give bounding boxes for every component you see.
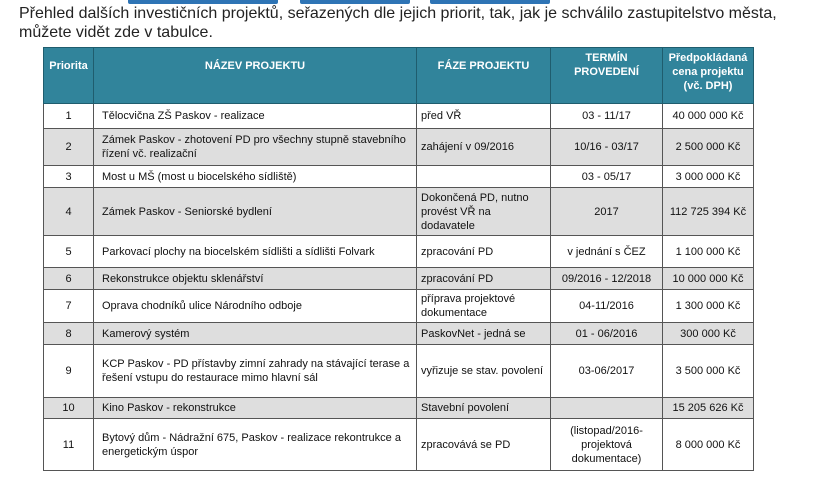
cell-phase: PaskovNet - jedná se xyxy=(417,323,551,345)
cell-phase: Stavební povolení xyxy=(417,398,551,419)
cell-phase: Dokončená PD, nutno provést VŘ na dodavatele xyxy=(417,188,551,236)
cell-priority: 6 xyxy=(44,268,94,290)
intro-paragraph: Přehled dalších investičních projektů, seřazených dle jejich priorit, tak, jak je schválilo zastupitelstvo města, můžete vidět zde v tabulce. xyxy=(19,5,777,41)
table-row xyxy=(44,419,754,471)
cell-term: 03 - 11/17 xyxy=(551,104,663,129)
cell-term: 09/2016 - 12/2018 xyxy=(551,268,663,290)
cell-priority: 9 xyxy=(44,345,94,398)
table-row xyxy=(44,166,754,188)
cell-phase: příprava projektové dokumentace xyxy=(417,290,551,323)
cell-priority: 8 xyxy=(44,323,94,345)
cell-term xyxy=(551,398,663,419)
cell-term: 04-11/2016 xyxy=(551,290,663,323)
cell-phase: před VŘ xyxy=(417,104,551,129)
cell-cost: 1 100 000 Kč xyxy=(663,236,754,268)
cell-term: 2017 xyxy=(551,188,663,236)
cell-name: Zámek Paskov - Seniorské bydlení xyxy=(94,188,417,236)
cell-name: KCP Paskov - PD přístavby zimní zahrady na stávající terase a řešení vstupu do restaurace mimo hlavní sál xyxy=(94,345,417,398)
table-row xyxy=(44,398,754,419)
cell-name: Bytový dům - Nádražní 675, Paskov - realizace rekontrukce a energetickým úspor xyxy=(94,419,417,471)
cell-cost: 112 725 394 Kč xyxy=(663,188,754,236)
cell-cost: 1 300 000 Kč xyxy=(663,290,754,323)
cell-priority: 11 xyxy=(44,419,94,471)
cell-phase: vyřizuje se stav. povolení xyxy=(417,345,551,398)
cell-phase: zpracovává se PD xyxy=(417,419,551,471)
cell-priority: 7 xyxy=(44,290,94,323)
cell-cost: 8 000 000 Kč xyxy=(663,419,754,471)
cell-term: v jednání s ČEZ xyxy=(551,236,663,268)
table-row xyxy=(44,104,754,129)
cell-cost: 40 000 000 Kč xyxy=(663,104,754,129)
cell-cost: 10 000 000 Kč xyxy=(663,268,754,290)
cell-term: 03-06/2017 xyxy=(551,345,663,398)
projects-table xyxy=(43,47,754,471)
cell-cost: 15 205 626 Kč xyxy=(663,398,754,419)
cell-name: Kamerový systém xyxy=(94,323,417,345)
cell-phase xyxy=(417,166,551,188)
cell-priority: 3 xyxy=(44,166,94,188)
cell-priority: 10 xyxy=(44,398,94,419)
cell-name: Most u MŠ (most u biocelského sídliště) xyxy=(94,166,417,188)
cell-term: 03 - 05/17 xyxy=(551,166,663,188)
cell-name: Kino Paskov - rekonstrukce xyxy=(94,398,417,419)
table-row xyxy=(44,290,754,323)
cell-phase: zahájení v 09/2016 xyxy=(417,129,551,166)
cell-name: Oprava chodníků ulice Národního odboje xyxy=(94,290,417,323)
table-row xyxy=(44,236,754,268)
header-term: TERMÍN PROVEDENÍ xyxy=(551,48,663,104)
table-header-row xyxy=(44,48,754,104)
cell-cost: 300 000 Kč xyxy=(663,323,754,345)
cell-cost: 2 500 000 Kč xyxy=(663,129,754,166)
cell-name: Parkovací plochy na biocelském sídlišti a sídlišti Folvark xyxy=(94,236,417,268)
cell-name: Tělocvična ZŠ Paskov - realizace xyxy=(94,104,417,129)
cell-phase: zpracování PD xyxy=(417,268,551,290)
table-row xyxy=(44,268,754,290)
table-row xyxy=(44,345,754,398)
table-row xyxy=(44,323,754,345)
cell-name: Zámek Paskov - zhotovení PD pro všechny stupně stavebního řízení vč. realizační xyxy=(94,129,417,166)
cell-priority: 5 xyxy=(44,236,94,268)
cell-term: 10/16 - 03/17 xyxy=(551,129,663,166)
cell-phase: zpracování PD xyxy=(417,236,551,268)
cell-term: 01 - 06/2016 xyxy=(551,323,663,345)
header-priority: Priorita xyxy=(44,48,94,104)
table-row xyxy=(44,129,754,166)
table-row xyxy=(44,188,754,236)
header-cost: Předpokládaná cena projektu (vč. DPH) xyxy=(663,48,754,104)
cell-cost: 3 500 000 Kč xyxy=(663,345,754,398)
cell-name: Rekonstrukce objektu sklenářství xyxy=(94,268,417,290)
cell-cost: 3 000 000 Kč xyxy=(663,166,754,188)
cell-priority: 2 xyxy=(44,129,94,166)
cell-priority: 4 xyxy=(44,188,94,236)
header-name: NÁZEV PROJEKTU xyxy=(94,48,417,104)
header-phase: FÁZE PROJEKTU xyxy=(417,48,551,104)
cell-term: (listopad/2016-projektová dokumentace) xyxy=(551,419,663,471)
cell-priority: 1 xyxy=(44,104,94,129)
